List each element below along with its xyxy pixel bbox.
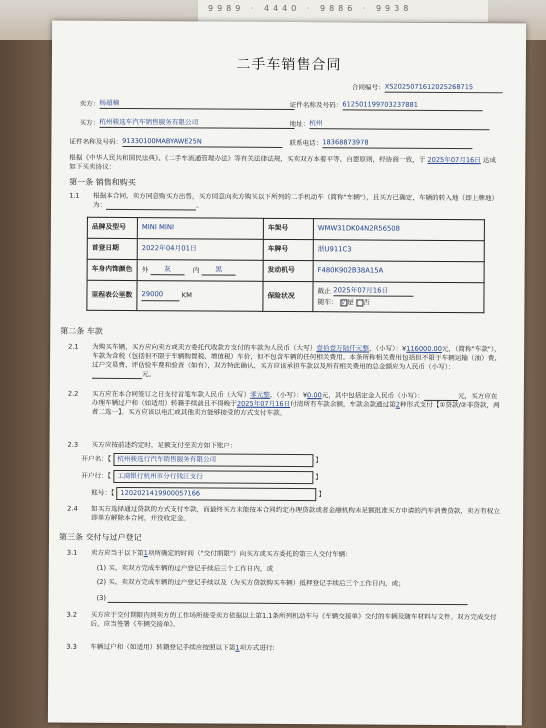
contract-number-value: XS2025071612025268715 [385,83,503,94]
scrap-text: 9989 · 4440 · 9886 · 9938 [208,4,413,13]
price-words: 壹拾壹万陆仟元整 [316,344,370,353]
delivery-option-3 [97,594,469,605]
first-registration-label: 首登日期 [87,238,137,259]
clause-number: 2.3 [67,440,79,449]
yes-label: 是 [346,298,354,307]
bank-name-label: 开户名： [81,454,108,463]
color-value [137,260,263,282]
seller-label: 卖方： [79,99,100,108]
mileage-label: 里程表公里数 [87,280,137,310]
buyer-cert-row [69,137,282,148]
clause-text: 卖方应当于以下第 [90,548,144,558]
clause-2-4 [67,505,503,525]
clause-number: 1.1 [69,191,80,200]
insurance-prefix: 截止 [317,287,332,296]
document-title: 二手车销售合同 [236,56,342,74]
bank-name-value: 杭州骏选行汽车销售服务有限公司 [113,453,313,467]
seller-id-label: 证件名称及号码： [289,101,343,110]
engine-value: F480K902B38A15A [313,261,484,283]
vin-label: 车架号 [263,218,313,239]
payment-deadline: 2025年07月16日 [236,399,291,409]
intro-date-part2: 月16日 [459,156,481,165]
insurance-cell [313,282,484,313]
address-row [289,119,489,130]
option-3-label: (3) [96,593,106,603]
clause-text: ，（小写）： [369,344,403,353]
phone-row [289,138,472,149]
section-3-heading: 第三条 交付与过户登记 [58,532,142,543]
table-row [87,259,484,282]
interior-color: 黑 [202,265,236,275]
bank-name-row: 开户名：【 杭州骏选行汽车销售服务有限公司 】 [81,453,322,467]
clause-3-2 [66,611,502,631]
delivery-option: 1 [143,549,148,558]
contract-page [48,21,526,726]
table-row [87,280,484,312]
clause-text: 如买方选择通过贷款的方式支付车款，而最终买方未能按本合同约定办理贷款或者金融机构未足额批准买方申请的汽车消费贷款，卖方有权立即单方解除本合同，并没收定金。 [91,504,500,523]
clause-text: 元，（简称"车款"），车款为含税（包括但不限于车辆购置税、增值税）车价，但不包含车辆的任何相关费用。本条所称相关费用包括但不限于车辆运输（油）费、过户交易费、评估验车费和验查（如有），双方特此确认，买方应该承担车款以及所有相关费用的总金额应为人民币（小写）： [92,344,501,371]
bank-branch-row: 开户行：【 工商银行杭州市分行钱江支行 】 [81,470,322,484]
insurance-date: 2025年07月16日 [333,286,413,297]
seller-id-value: 612501199703237881 [342,100,482,111]
plate-value: 浙U911C3 [313,240,484,262]
down-payment-amount: 0.00 [307,391,322,400]
exterior-color: 灰 [151,265,185,275]
down-payment-words: 零元整 [250,390,270,400]
buyer-cert-label: 证件名称及号码： [69,137,123,146]
clause-text: 元，买方应在办理车辆过户和（如适用）转籍手续前且不得晚于 [91,392,498,408]
clause-1-1: 1.1 根据本合同，卖方同意购买方出售，买方同意向卖方购买以下所列的二手机动车（简称"车辆"），且买方已确定，车辆的转入地（即上牌地）为： 。 [69,191,499,210]
section-1-heading: 第一条 销售和购买 [69,177,136,188]
bank-account-row: 账号：【 1202021419900057166 】 [91,487,325,501]
clause-text: 项所确定的时间（"交付期限"）向买方或买方委托的第三人交付车辆： [147,549,352,559]
clause-2-3 [68,441,504,453]
clause-text: 车辆过户和（如适用）转籍登记手续应按照以下第 [90,642,236,652]
delivery-option-2: (2) 买、卖双方完成车辆的过户登记手续以及（为买方贷款购买车辆）抵押登记手续后三个工作日内，或； [96,577,405,588]
plate-label: 车牌号 [263,239,313,260]
buyer-row [79,118,294,129]
yes-checkbox[interactable]: √ [341,298,346,306]
table-row [87,238,484,261]
clause-2-1 [68,343,504,381]
table-row [87,217,484,240]
clause-text: 买方应在本合同签订之日支付首笔车款人民币（大写） [91,389,251,399]
vin-value: WMW31DK04N2R56508 [313,219,484,241]
clause-text: 元，其中包括定金人民币（小写）： [321,391,424,400]
buyer-value: 杭州骏选车汽车销售服务有限公司 [99,118,294,129]
seller-value: 杨超楠 [99,99,294,110]
clause-number: 3.1 [66,548,78,557]
clause-3-3 [66,643,502,655]
clause-3-1 [67,549,503,561]
intro-date-part1: 2025年07 [427,155,460,165]
no-checkbox[interactable] [356,299,363,306]
clause-text: 买方应于交付期限内到卖方的工作场所接受卖方依据以上第1.1条所列机动车与《车辆交接单》交付的车辆及随车材料与文件。双方完成交付后，应当签署《车辆交接单》。 [90,610,497,629]
clause-text: ，（小写）：¥ [269,391,308,400]
vehicle-info-table [86,217,485,313]
intro-text-end: 达成如下买卖协议： [69,156,497,171]
engine-label: 发动机号 [263,260,313,281]
delivery-option-1: (1) 买、卖双方完成车辆的过户登记手续后三个工作日内，或 [96,563,274,573]
buyer-label: 买方： [79,118,100,127]
mileage-value: 29000 [141,291,179,301]
insurance-line2: 随车： [317,298,338,307]
bank-account-value: 1202021419900057166 [116,487,316,501]
clause-number: 2.2 [67,389,79,398]
insurance-label: 保险状况 [263,281,313,311]
bank-branch-value: 工商银行杭州市分行钱江支行 [113,470,313,484]
contract-number-label: 合同编号： [351,83,385,92]
address-value: 杭州 [309,119,489,130]
brand-value: MINI MINI [137,218,263,240]
payment-method: 2 [395,400,400,409]
color-label: 车身内饰颜色 [87,259,137,280]
bank-branch-label: 开户行： [81,471,108,480]
section-2-heading: 第二条 车款 [60,326,103,336]
address-label: 地址： [289,120,310,129]
buyer-cert-value: 91330100MABYAWE25N [122,137,282,148]
intro-text: 根据《中华人民共和国民法典》、《二手车流通管理办法》等有关法律法规，买卖双方本着平等、自愿原则，经协商一致，于 [69,153,426,164]
price-amount: 116000.00 [406,344,442,353]
phone-value: 18368873978 [322,138,472,149]
no-label: 否 [362,298,370,307]
clause-number: 3.3 [66,642,77,651]
clause-2-2 [68,390,504,419]
clause-text: 根据本合同，卖方同意购买方出售，买方同意向卖方购买以下所列的二手机动车（简称"车辆"），且买方已确定，车辆的转入地（即上牌地）为： [92,191,499,209]
total-blank [92,369,142,378]
currency-symbol: ¥ [402,344,407,353]
intro-paragraph [69,154,499,174]
clause-text: 项方式进行: [239,643,275,652]
deposit-blank [424,392,458,401]
exterior-prefix: 外 [141,266,149,275]
brand-label: 品牌及型号 [87,217,137,238]
mileage-cell [137,281,263,312]
seller-row [80,99,295,110]
registration-place-blank [106,201,196,211]
option-3-blank [108,594,468,605]
phone-label: 联系电话： [289,139,323,148]
clause-number: 2.1 [68,342,79,351]
contract-number [352,82,503,93]
transfer-option: 1 [235,643,240,652]
clause-text: 买方应按前述约定时，足额支付至卖方如下账户： [91,440,237,450]
clause-number: 2.4 [67,504,78,513]
paper-scrap [198,0,488,22]
clause-number: 3.2 [66,610,78,619]
clause-text: 为购买车辆，买方应向卖方或卖方委托代收款方支付的车款为人民币（大写） [92,342,317,353]
first-registration-value: 2022年04月01日 [137,239,263,261]
clause-text: 付清所有车款余额。车款余款通过第 [290,400,396,409]
bank-account-label: 账号： [91,488,112,497]
clause-text: 元。 [141,369,156,378]
interior-prefix: 内 [192,266,200,275]
seller-id-row [290,100,483,111]
clause-text: 种形式支付【①贷款/②非贷款，两者二选一】。买方应该以电汇或其他卖方能够接受的方式支付车款。 [91,400,500,417]
mileage-unit: KM [181,291,192,300]
